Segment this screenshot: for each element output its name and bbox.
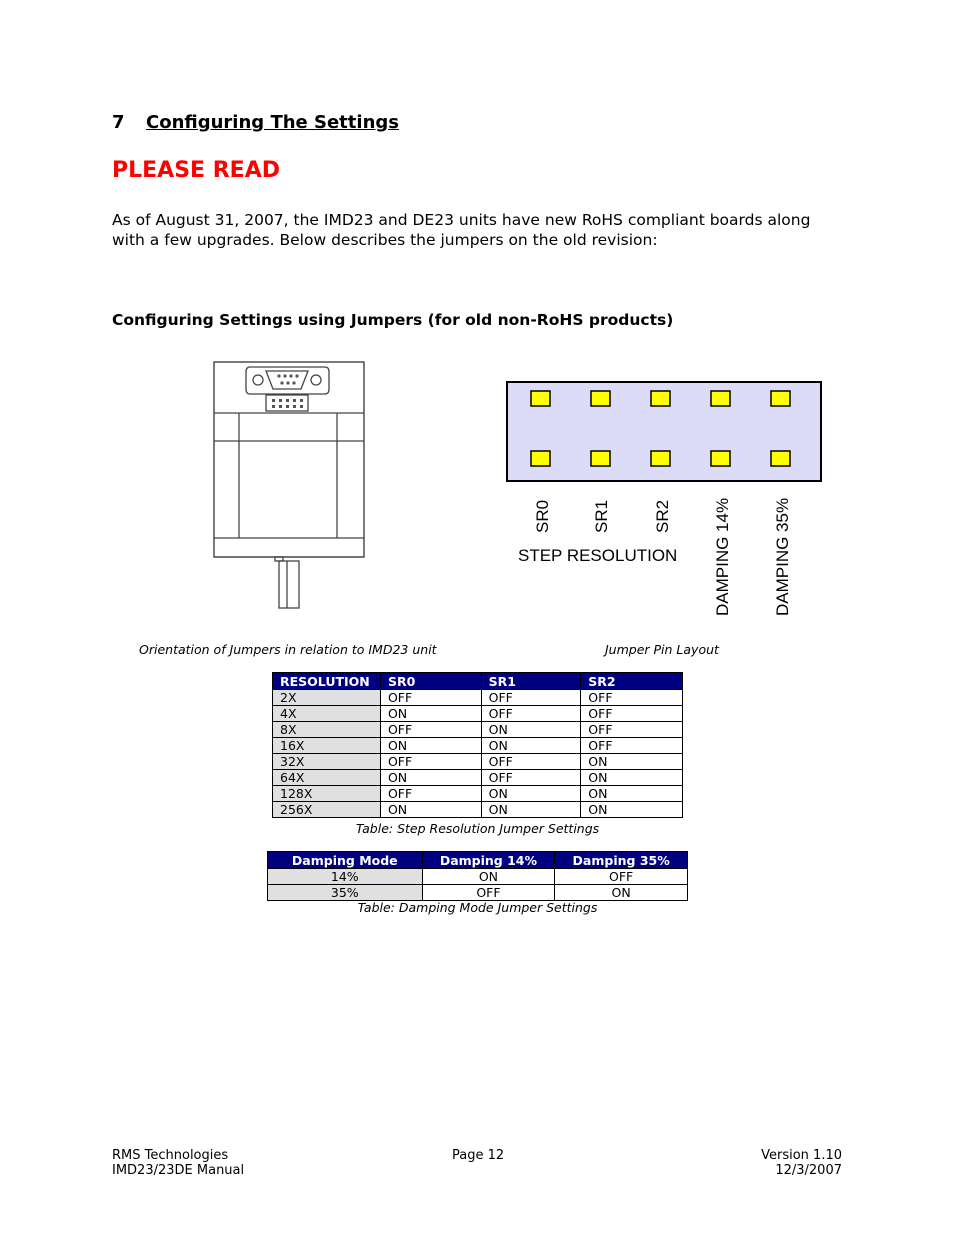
damp-header-cell: Damping Mode (268, 852, 423, 869)
table-cell: ON (481, 786, 581, 802)
subheading: Configuring Settings using Jumpers (for old non-RoHS products) (112, 311, 674, 329)
intro-line-1: As of August 31, 2007, the IMD23 and DE23 units have new RoHS compliant boards along (112, 211, 811, 229)
jumper-pin (771, 451, 790, 466)
table-cell: 14% (268, 869, 423, 885)
damp-header-cell: Damping 35% (555, 852, 688, 869)
table-cell: OFF (380, 722, 481, 738)
step-resolution-table (272, 672, 683, 818)
footer-company: RMS Technologies (112, 1148, 229, 1163)
table-cell: ON (380, 770, 481, 786)
table-cell: 16X (273, 738, 381, 754)
footer-version: Version 1.10 (761, 1148, 842, 1163)
damp-header-cell: Damping 14% (422, 852, 555, 869)
table-cell: OFF (581, 722, 683, 738)
res-header-cell: SR2 (581, 673, 683, 690)
table-cell: ON (581, 802, 683, 818)
intro-paragraph (112, 211, 852, 250)
table-row (268, 885, 688, 901)
table-cell: ON (481, 722, 581, 738)
caption-pin-layout: Jumper Pin Layout (605, 642, 719, 657)
table-cell: OFF (380, 690, 481, 706)
footer-right (761, 1148, 842, 1178)
table-cell: 8X (273, 722, 381, 738)
table-cell: ON (581, 786, 683, 802)
table-cell: OFF (481, 706, 581, 722)
damping-mode-table (267, 851, 688, 901)
label-sr2: SR2 (653, 499, 672, 533)
table-cell: ON (581, 770, 683, 786)
table-cell: ON (422, 869, 555, 885)
table-cell: 32X (273, 754, 381, 770)
table-row (273, 786, 683, 802)
table-row (273, 754, 683, 770)
section-heading (112, 112, 399, 133)
table-row (273, 706, 683, 722)
table-cell: OFF (581, 706, 683, 722)
res-header-cell: SR0 (380, 673, 481, 690)
table-row (268, 869, 688, 885)
table-cell: ON (555, 885, 688, 901)
table-row (273, 690, 683, 706)
table-cell: OFF (481, 770, 581, 786)
motor-unit-drawing (200, 358, 380, 623)
table-cell: ON (380, 738, 481, 754)
jumper-pin (711, 451, 730, 466)
table-cell: 4X (273, 706, 381, 722)
table-cell: OFF (481, 690, 581, 706)
notice-heading: PLEASE READ (112, 158, 280, 183)
jumper-pin (651, 451, 670, 466)
table-cell: OFF (422, 885, 555, 901)
caption-resolution-table: Table: Step Resolution Jumper Settings (355, 821, 600, 836)
res-header-cell: RESOLUTION (273, 673, 381, 690)
jumper-pin (531, 391, 550, 406)
footer-date: 12/3/2007 (775, 1163, 842, 1178)
table-cell: ON (481, 802, 581, 818)
label-sr1: SR1 (592, 499, 611, 533)
section-title: Configuring The Settings (146, 112, 399, 133)
table-cell: ON (481, 738, 581, 754)
table-row (273, 738, 683, 754)
table-cell: 64X (273, 770, 381, 786)
table-cell: OFF (555, 869, 688, 885)
table-cell: OFF (581, 738, 683, 754)
table-cell: 128X (273, 786, 381, 802)
caption-orientation: Orientation of Jumpers in relation to IMD23 unit (139, 642, 437, 657)
section-number: 7 (112, 112, 125, 133)
jumper-pin (591, 391, 610, 406)
label-damping-35: DAMPING 35% (773, 497, 792, 616)
table-cell: OFF (380, 786, 481, 802)
table-cell: 35% (268, 885, 423, 901)
footer-manual: IMD23/23DE Manual (112, 1163, 245, 1178)
jumper-pin (771, 391, 790, 406)
footer-left (112, 1148, 244, 1178)
table-row (273, 722, 683, 738)
label-damping-14: DAMPING 14% (713, 497, 732, 616)
caption-damping-table: Table: Damping Mode Jumper Settings (357, 900, 598, 915)
table-cell: 2X (273, 690, 381, 706)
label-step-resolution: STEP RESOLUTION (518, 546, 678, 565)
jumper-pin-layout (500, 375, 830, 620)
intro-line-2: with a few upgrades. Below describes the jumpers on the old revision: (112, 230, 658, 249)
footer-page: Page 12 (452, 1148, 505, 1163)
jumper-pin (711, 391, 730, 406)
table-cell: ON (380, 706, 481, 722)
table-cell: ON (380, 802, 481, 818)
table-cell: 256X (273, 802, 381, 818)
table-cell: OFF (380, 754, 481, 770)
label-sr0: SR0 (533, 499, 552, 533)
table-cell: OFF (481, 754, 581, 770)
table-cell: ON (581, 754, 683, 770)
table-row (273, 770, 683, 786)
table-cell: OFF (581, 690, 683, 706)
jumper-pin (591, 451, 610, 466)
res-header-cell: SR1 (481, 673, 581, 690)
jumper-pin (651, 391, 670, 406)
jumper-pin (531, 451, 550, 466)
table-row (273, 802, 683, 818)
